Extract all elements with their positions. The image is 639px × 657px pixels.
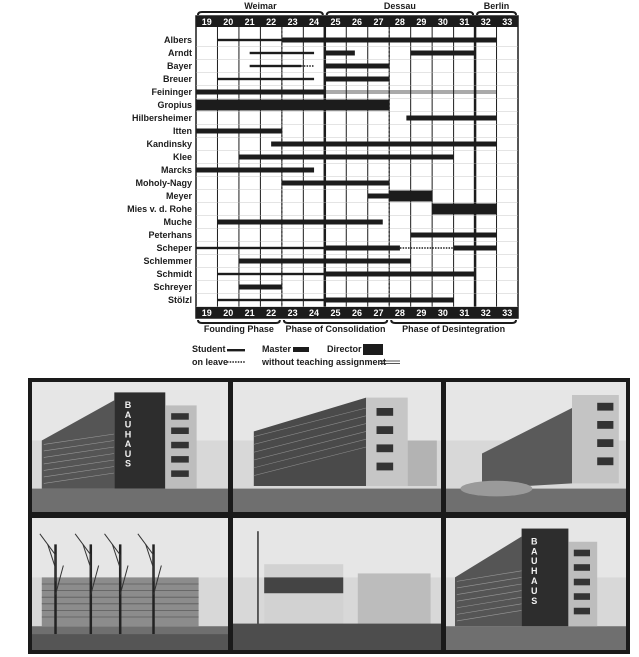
year-tick-top: 22	[266, 17, 277, 27]
person-name: Albers	[163, 35, 192, 45]
student-bar	[250, 52, 314, 54]
period-bracket	[477, 12, 516, 15]
bauhaus-sign-letter: A	[124, 439, 132, 449]
year-tick-top: 26	[351, 17, 363, 27]
year-tick-bottom: 26	[351, 308, 363, 318]
person-name: Scheper	[156, 243, 192, 253]
person-name: Schreyer	[153, 282, 192, 292]
bauhaus-sign-letter: B	[530, 536, 538, 547]
year-tick-top: 20	[223, 17, 234, 27]
student-bar	[217, 78, 314, 80]
bauhaus-sign-letter: U	[124, 419, 132, 430]
person-name: Meyer	[165, 191, 192, 201]
photo-bauhaus-wing	[446, 382, 626, 512]
bauhaus-sign-letter: A	[530, 546, 538, 557]
person-name: Itten	[173, 126, 192, 136]
bauhaus-sign-letter: A	[530, 576, 538, 586]
person-name: Bayer	[166, 61, 192, 71]
year-tick-top: 29	[416, 17, 427, 27]
period-bracket	[327, 12, 473, 15]
director-bar	[389, 191, 432, 202]
period-label: Dessau	[383, 1, 416, 11]
person-name: Kandinsky	[146, 139, 192, 149]
student-bar	[250, 65, 302, 67]
person-name: Hilbersheimer	[131, 113, 192, 123]
year-tick-top: 24	[309, 17, 320, 27]
year-tick-bottom: 32	[480, 308, 491, 318]
master-bar	[368, 194, 389, 199]
phase-bracket	[391, 320, 516, 323]
person-name: Breuer	[162, 74, 192, 84]
master-bar	[411, 51, 475, 56]
person-name: Schmidt	[156, 269, 192, 279]
student-bar	[217, 273, 324, 275]
master-bar	[325, 51, 355, 56]
master-bar	[196, 90, 325, 95]
phase-label: Phase of Desintegration	[402, 324, 506, 334]
year-tick-top: 21	[244, 17, 255, 27]
student-bar	[217, 299, 324, 301]
phase-label: Phase of Consolidation	[285, 324, 386, 334]
master-bar	[239, 285, 282, 290]
photo-bauhaus-tower-2	[446, 518, 626, 650]
bauhaus-sign-letter: S	[531, 595, 538, 606]
person-name: Arndt	[168, 48, 192, 58]
photo-bauhaus-trees	[32, 518, 228, 650]
director-bar	[196, 100, 389, 111]
photo-bauhaus-low	[233, 518, 441, 650]
year-tick-bottom: 23	[287, 308, 298, 318]
master-bar	[411, 233, 497, 238]
photo-grid	[28, 378, 630, 654]
master-bar	[271, 142, 496, 147]
master-bar	[196, 129, 282, 134]
master-bar	[406, 116, 496, 121]
master-bar	[239, 259, 411, 264]
bauhaus-sign-letter: U	[124, 448, 132, 459]
legend-master-swatch	[293, 347, 309, 352]
bauhaus-sign-letter: U	[530, 556, 538, 567]
period-label: Berlin	[483, 1, 510, 11]
legend-student-swatch	[227, 349, 245, 351]
person-name: Muche	[163, 217, 192, 227]
legend-without-teaching-label: without teaching assignment	[262, 357, 387, 367]
year-tick-bottom: 21	[244, 308, 255, 318]
master-bar	[217, 220, 382, 225]
person-name: Moholy-Nagy	[135, 178, 192, 188]
person-name: Mies v. d. Rohe	[127, 204, 192, 214]
bauhaus-sign-letter: H	[530, 566, 538, 577]
year-tick-bottom: 28	[394, 308, 405, 318]
person-name: Marcks	[160, 165, 192, 175]
year-tick-bottom: 30	[437, 308, 448, 318]
phase-label: Founding Phase	[203, 324, 274, 334]
bauhaus-sign-letter: H	[124, 429, 132, 440]
legend-director-swatch	[363, 344, 383, 355]
master-bar	[325, 298, 454, 303]
student-bar	[217, 39, 281, 41]
bauhaus-sign-letter: U	[530, 585, 538, 596]
person-name: Klee	[172, 152, 192, 162]
master-bar	[325, 272, 475, 277]
master-bar	[282, 181, 389, 186]
year-tick-top: 19	[201, 17, 212, 27]
person-name: Peterhans	[148, 230, 192, 240]
legend-on-leave-label: on leave	[192, 357, 229, 367]
phase-bracket	[284, 320, 387, 323]
year-tick-bottom: 22	[266, 308, 277, 318]
photo-bauhaus-tower	[32, 382, 228, 512]
bauhaus-sign-letter: B	[124, 400, 132, 410]
person-name: Stölzl	[168, 295, 192, 305]
period-bracket	[198, 12, 323, 15]
master-bar	[282, 38, 497, 43]
period-label: Weimar	[244, 1, 277, 11]
legend-master-label: Master	[262, 344, 292, 354]
year-tick-top: 28	[394, 17, 405, 27]
year-tick-top: 31	[459, 17, 470, 27]
master-bar	[196, 168, 314, 173]
year-tick-top: 23	[287, 17, 298, 27]
year-tick-top: 32	[480, 17, 491, 27]
phase-bracket	[198, 320, 280, 323]
year-tick-top: 30	[437, 17, 448, 27]
year-tick-bottom: 29	[416, 308, 427, 318]
year-tick-bottom: 31	[459, 308, 470, 318]
bauhaus-sign-letter: S	[125, 458, 132, 469]
person-name: Gropius	[157, 100, 192, 110]
master-bar	[325, 77, 389, 82]
year-tick-bottom: 20	[223, 308, 234, 318]
bauhaus-sign-letter: A	[124, 409, 132, 420]
director-bar	[432, 204, 496, 215]
year-tick-bottom: 33	[502, 308, 513, 318]
legend-director-label: Director	[327, 344, 362, 354]
master-bar	[325, 64, 389, 69]
year-tick-bottom: 19	[201, 308, 212, 318]
master-bar	[239, 155, 454, 160]
year-tick-bottom: 25	[330, 308, 341, 318]
year-tick-top: 27	[373, 17, 384, 27]
photo-bauhaus-block	[233, 382, 441, 512]
legend-student-label: Student	[192, 344, 226, 354]
master-bar	[325, 246, 400, 251]
year-tick-top: 33	[502, 17, 513, 27]
master-bar	[454, 246, 497, 251]
year-tick-top: 25	[330, 17, 341, 27]
year-tick-bottom: 27	[373, 308, 384, 318]
year-tick-bottom: 24	[309, 308, 320, 318]
person-name: Feininger	[151, 87, 192, 97]
student-bar	[196, 247, 325, 249]
person-name: Schlemmer	[143, 256, 192, 266]
